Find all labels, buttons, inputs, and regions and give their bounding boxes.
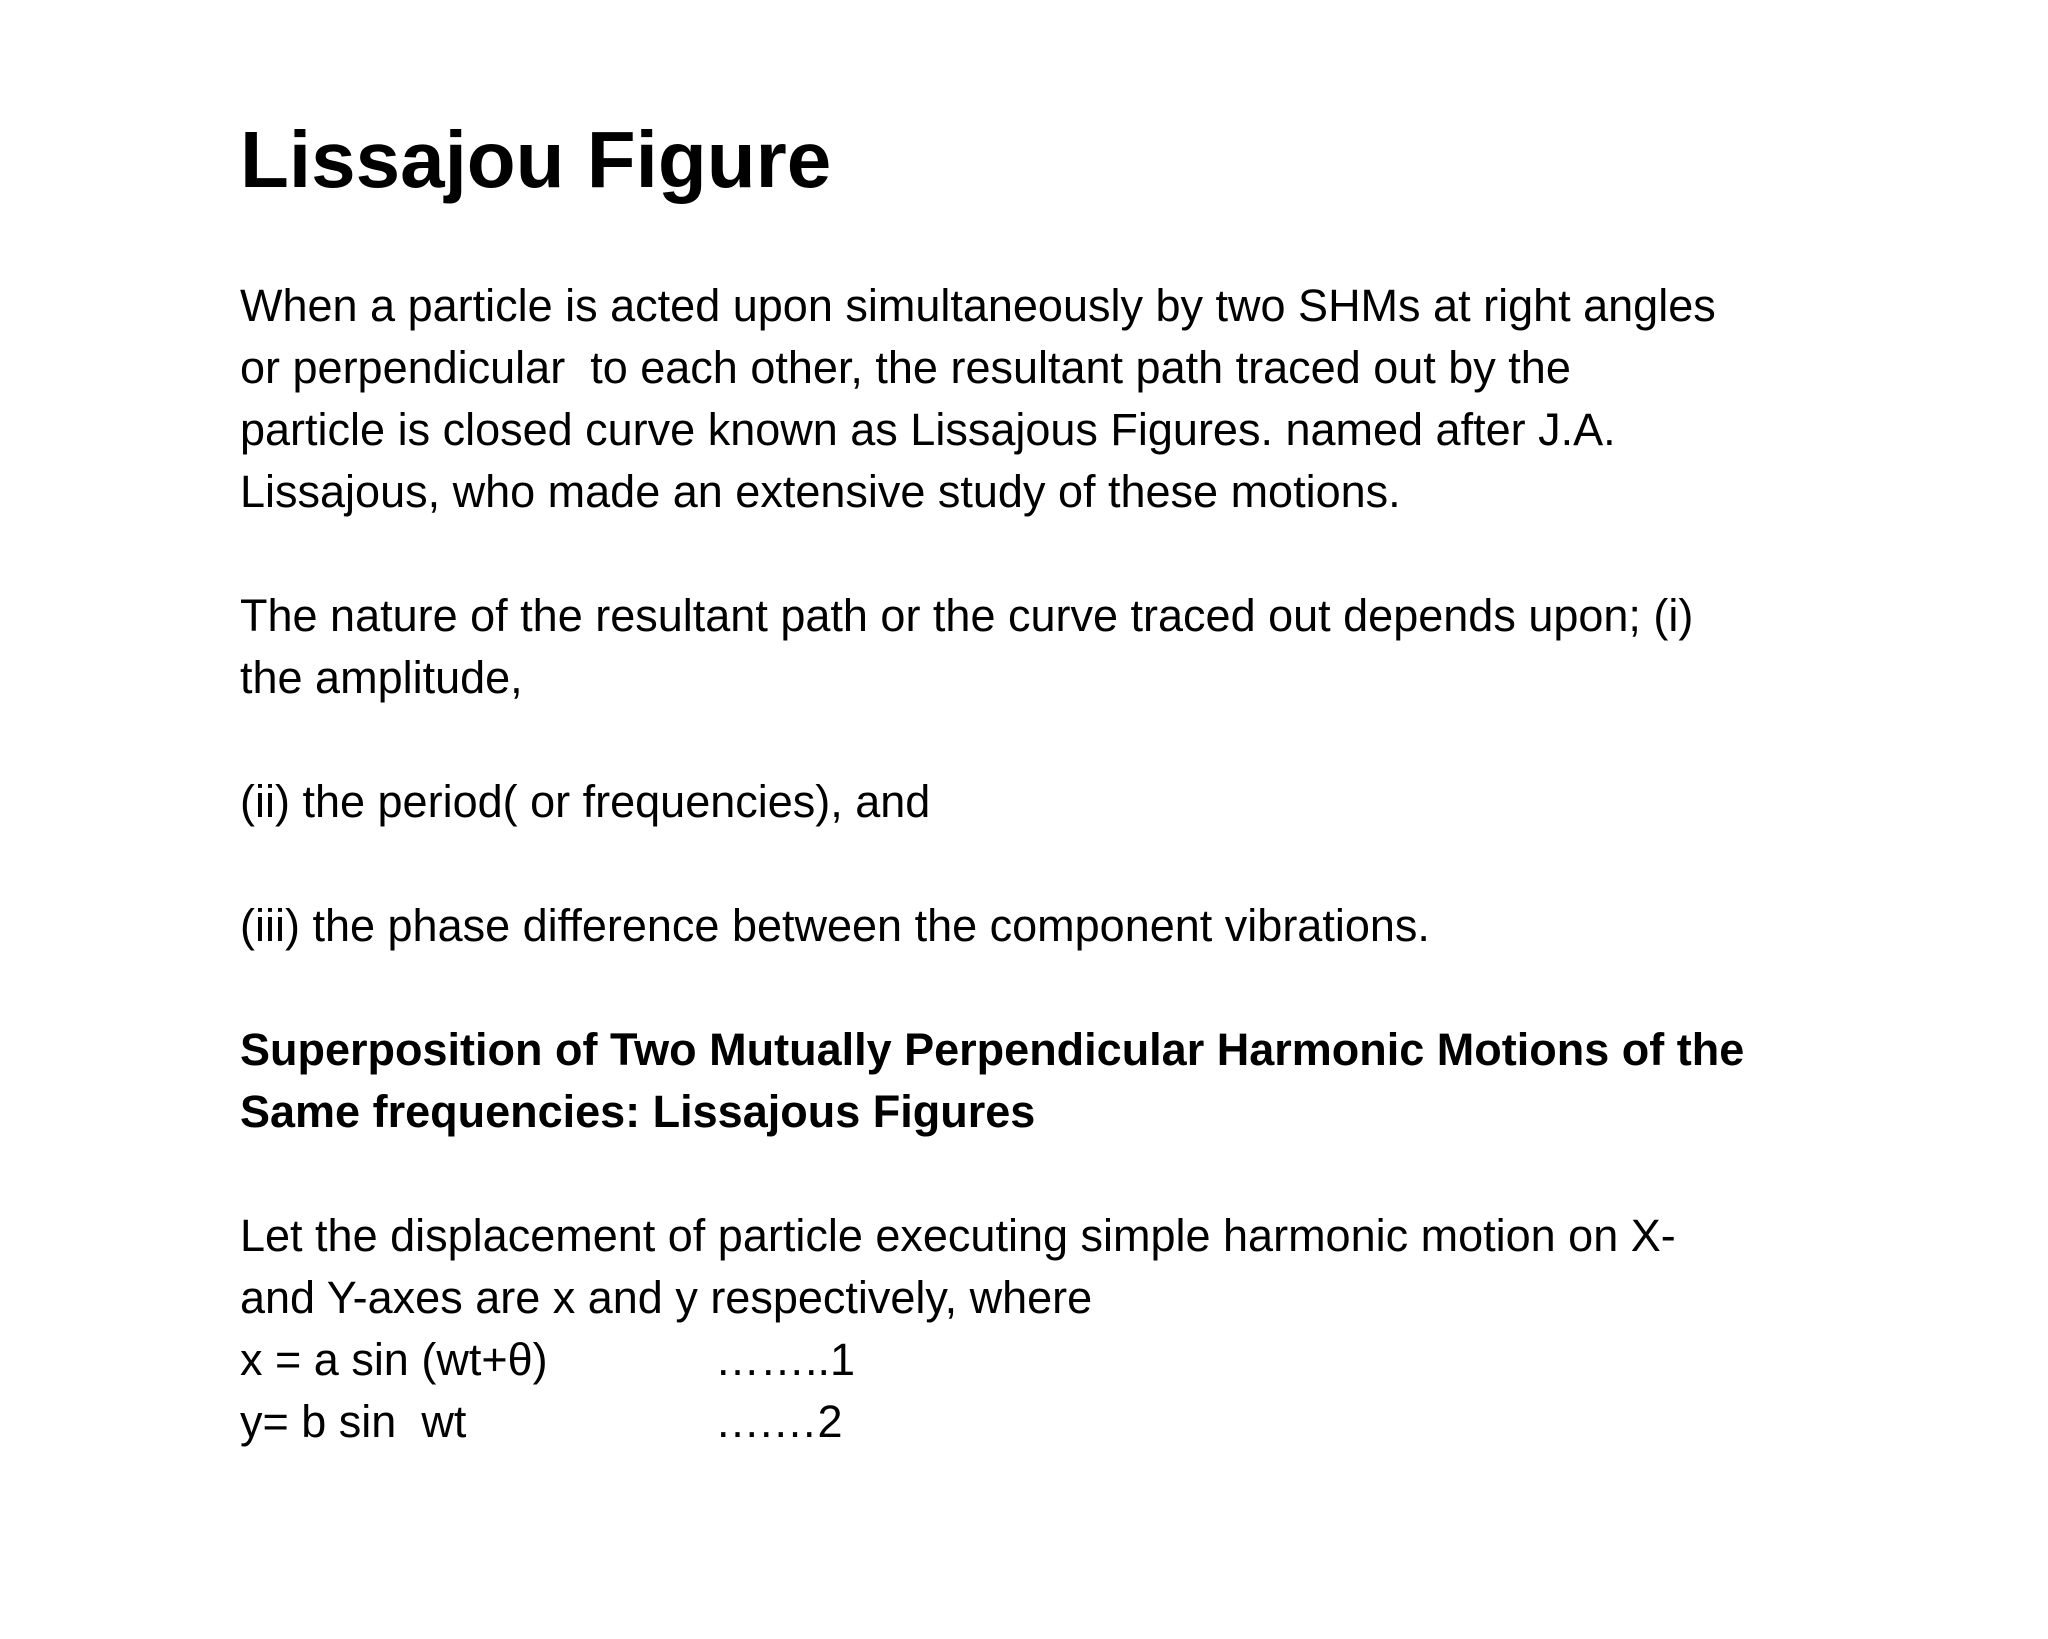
paragraph-line: the amplitude, xyxy=(240,652,523,703)
slide-title: Lissajou Figure xyxy=(240,115,832,204)
spacer xyxy=(240,957,1820,1019)
paragraph-line: and Y-axes are x and y respectively, where xyxy=(240,1272,1093,1323)
paragraph-line: The nature of the resultant path or the curve traced out depends upon; (i) xyxy=(240,590,1694,641)
paragraph-line: Lissajous, who made an extensive study of these motions. xyxy=(240,466,1401,517)
equation-row xyxy=(240,1329,1820,1391)
slide-body xyxy=(240,275,1820,1453)
spacer xyxy=(240,709,1820,771)
equation-row xyxy=(240,1391,1820,1453)
paragraph-line: When a particle is acted upon simultaneously by two SHMs at right angles xyxy=(240,280,1716,331)
equation-number: ….…2 xyxy=(715,1396,843,1447)
paragraph-line: particle is closed curve known as Lissajous Figures. named after J.A. xyxy=(240,404,1616,455)
paragraph-line: Let the displacement of particle executing simple harmonic motion on X- xyxy=(240,1210,1676,1261)
paragraph-line: or perpendicular to each other, the resultant path traced out by the xyxy=(240,342,1571,393)
subheading-line: Superposition of Two Mutually Perpendicular Harmonic Motions of the xyxy=(240,1024,1745,1075)
subheading-line: Same frequencies: Lissajous Figures xyxy=(240,1086,1036,1137)
list-item-period: (ii) the period( or frequencies), and xyxy=(240,776,931,827)
spacer xyxy=(240,523,1820,585)
spacer xyxy=(240,833,1820,895)
equation-expression: x = a sin (wt+θ) xyxy=(240,1334,548,1385)
spacer xyxy=(240,1143,1820,1205)
equation-expression: y= b sin wt xyxy=(240,1396,467,1447)
list-item-phase: (iii) the phase difference between the component vibrations. xyxy=(240,900,1430,951)
equation-number: ……..1 xyxy=(715,1334,856,1385)
